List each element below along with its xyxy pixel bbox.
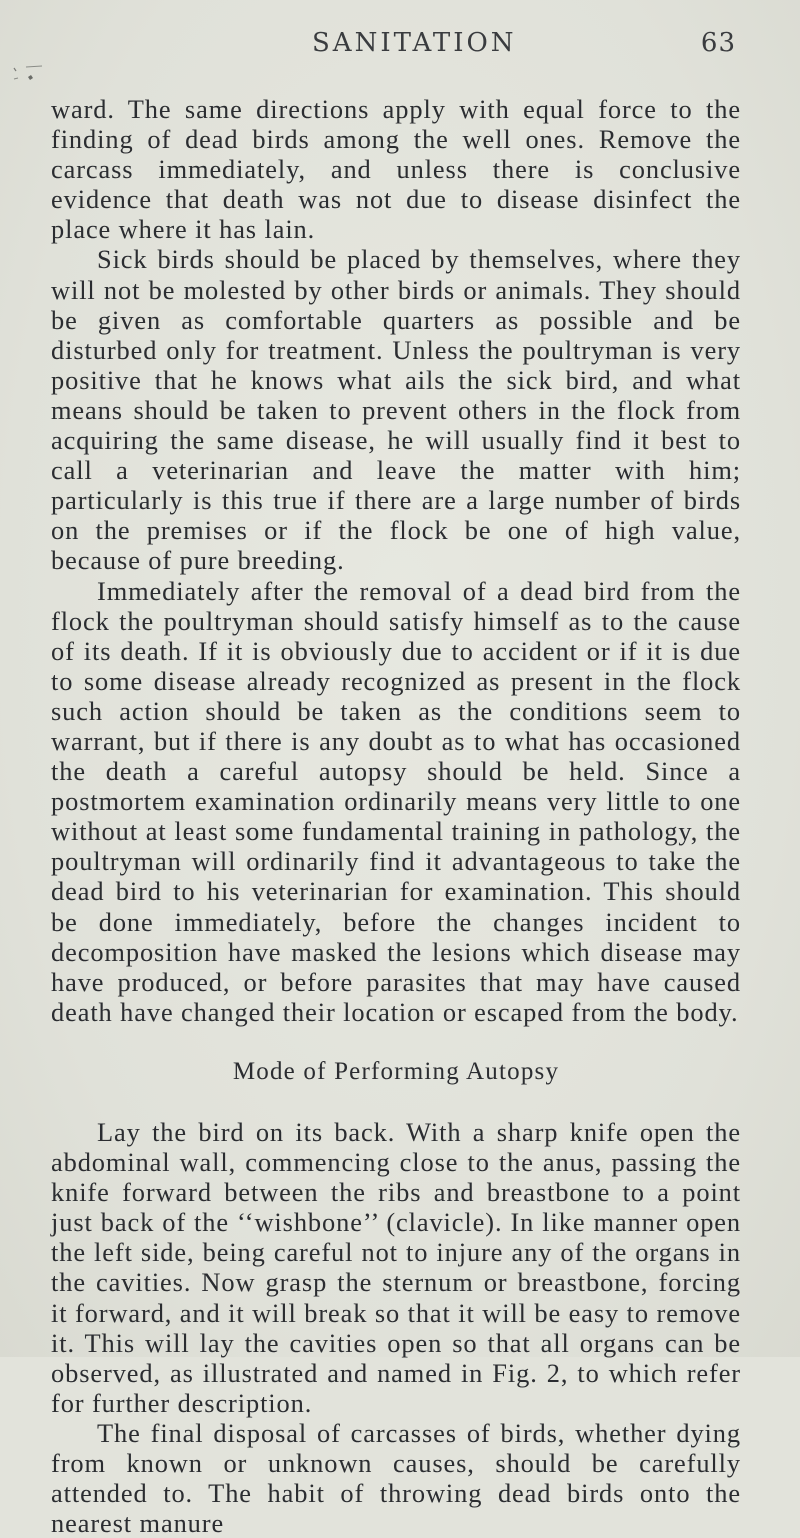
page-number: 63 <box>700 28 736 58</box>
paragraph-continued: ward. The same directions apply with equal force to the finding of dead birds among the well ones. Remove the carcass immediately, and unless there is conclusive evidence that death was not due to disease disinfect the place where it has lain. <box>51 94 741 245</box>
paragraph-carcass-disposal: The final disposal of carcasses of birds, whether dying from known or unknown causes, should be carefully attended to. The habit of throwing dead birds onto the nearest manure <box>51 1417 741 1538</box>
paragraph-autopsy-procedure: Lay the bird on its back. With a sharp knife open the abdominal wall, commencing close to the anus, passing the knife forward between the ribs and breastbone to a point just back of the ‘‘wishbone’’ (clavicle). In like manner open the left side, being careful not to injure any of the organs in the cavities. Now grasp the sternum or breastbone, forcing it forward, and it will break so that it will be easy to remove it. This will lay the cavities open so that all organs can be observed, as illustrated and named in Fig. 2, to which refer for further description. <box>51 1117 741 1418</box>
ink-smudge-mark <box>12 62 52 84</box>
section-heading: Mode of Performing Autopsy <box>232 1057 560 1085</box>
running-title: SANITATION <box>312 28 517 58</box>
running-head <box>228 22 736 62</box>
paragraph-sick-birds: Sick birds should be placed by themselves, where they will not be molested by other birds or animals. They should be given as comfortable quarters as possible and be disturbed only for treatment. Unless the poultryman is very positive that he knows what ails the sick bird, and what means should be taken to prevent others in the flock from acquiring the same disease, he will usually find it best to call a veterinarian and leave the matter with him; particularly is this true if there are a large number of birds on the premises or if the flock be one of high value, because of pure breeding. <box>51 244 741 576</box>
paragraph-cause-of-death: Immediately after the removal of a dead bird from the flock the poultryman should satisfy himself as to the cause of its death. If it is obviously due to accident or if it is due to some disease already recognized as present in the flock such action should be taken as the conditions seem to warrant, but if there is any doubt as to what has occasioned the death a careful autopsy should be held. Since a postmortem examination ordinarily means very little to one without at least some fundamental training in pathology, the poultryman will ordinarily find it advantageous to take the dead bird to his veterinarian for examination. This should be done immediately, before the changes incident to decomposition have masked the lesions which disease may have produced, or before parasites that may have caused death have changed their location or escaped from the body. <box>51 575 741 1027</box>
body-text <box>51 94 741 1538</box>
